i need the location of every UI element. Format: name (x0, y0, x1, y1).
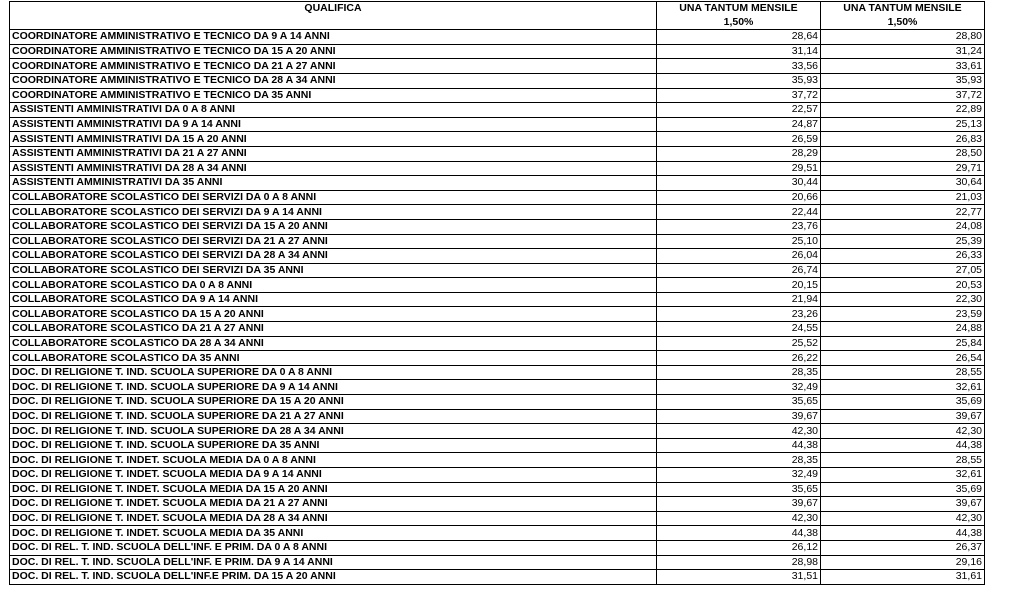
col1-value-cell: 24,87 (657, 117, 821, 132)
table-row (10, 380, 985, 395)
qualifica-cell: COLLABORATORE SCOLASTICO DEI SERVIZI DA 21 A 27 ANNI (10, 234, 657, 249)
qualifica-cell: COLLABORATORE SCOLASTICO DA 15 A 20 ANNI (10, 307, 657, 322)
col1-header: UNA TANTUM MENSILE (657, 2, 821, 16)
qualifica-cell: COLLABORATORE SCOLASTICO DA 21 A 27 ANNI (10, 322, 657, 337)
col1-value-cell: 25,52 (657, 336, 821, 351)
col1-value-cell: 20,15 (657, 278, 821, 293)
col1-value-cell: 31,51 (657, 570, 821, 585)
table-row (10, 30, 985, 45)
table-row (10, 292, 985, 307)
table-row (10, 190, 985, 205)
col2-header: UNA TANTUM MENSILE (821, 2, 985, 16)
table-body (10, 30, 985, 585)
col2-value-cell: 25,84 (821, 336, 985, 351)
qualifica-cell: COORDINATORE AMMINISTRATIVO E TECNICO DA 21 A 27 ANNI (10, 59, 657, 74)
qualifica-cell: ASSISTENTI AMMINISTRATIVI DA 28 A 34 ANNI (10, 161, 657, 176)
col1-value-cell: 28,98 (657, 555, 821, 570)
qualifica-cell: DOC. DI RELIGIONE T. INDET. SCUOLA MEDIA DA 0 A 8 ANNI (10, 453, 657, 468)
col1-value-cell: 32,49 (657, 468, 821, 483)
col2-value-cell: 29,16 (821, 555, 985, 570)
table-row (10, 234, 985, 249)
col1-value-cell: 29,51 (657, 161, 821, 176)
col1-value-cell: 23,26 (657, 307, 821, 322)
col2-value-cell: 29,71 (821, 161, 985, 176)
qualifica-cell: COORDINATORE AMMINISTRATIVO E TECNICO DA 28 A 34 ANNI (10, 73, 657, 88)
table-row (10, 336, 985, 351)
salary-table-document (9, 1, 985, 585)
col2-value-cell: 31,24 (821, 44, 985, 59)
table-row (10, 103, 985, 118)
col2-value-cell: 28,55 (821, 453, 985, 468)
col2-value-cell: 24,08 (821, 219, 985, 234)
table-row (10, 59, 985, 74)
col1-value-cell: 35,65 (657, 482, 821, 497)
col1-value-cell: 28,35 (657, 453, 821, 468)
col1-value-cell: 35,65 (657, 395, 821, 410)
col1-value-cell: 28,29 (657, 146, 821, 161)
table-row (10, 73, 985, 88)
col2-value-cell: 32,61 (821, 380, 985, 395)
qualifica-cell: COLLABORATORE SCOLASTICO DEI SERVIZI DA 28 A 34 ANNI (10, 249, 657, 264)
table-row (10, 278, 985, 293)
col1-value-cell: 31,14 (657, 44, 821, 59)
col1-value-cell: 30,44 (657, 176, 821, 191)
col1-value-cell: 28,64 (657, 30, 821, 45)
qualifica-cell: DOC. DI RELIGIONE T. IND. SCUOLA SUPERIORE DA 35 ANNI (10, 438, 657, 453)
col1-value-cell: 35,93 (657, 73, 821, 88)
col2-value-cell: 44,38 (821, 526, 985, 541)
col2-value-cell: 27,05 (821, 263, 985, 278)
qualifica-cell: ASSISTENTI AMMINISTRATIVI DA 21 A 27 ANNI (10, 146, 657, 161)
qualifica-cell: ASSISTENTI AMMINISTRATIVI DA 35 ANNI (10, 176, 657, 191)
col2-value-cell: 22,30 (821, 292, 985, 307)
col1-value-cell: 26,74 (657, 263, 821, 278)
qualifica-cell: DOC. DI REL. T. IND. SCUOLA DELL'INF. E PRIM. DA 0 A 8 ANNI (10, 540, 657, 555)
col2-value-cell: 25,39 (821, 234, 985, 249)
col1-value-cell: 28,35 (657, 365, 821, 380)
col1-value-cell: 24,55 (657, 322, 821, 337)
table-row (10, 322, 985, 337)
qualifica-cell: COLLABORATORE SCOLASTICO DEI SERVIZI DA 15 A 20 ANNI (10, 219, 657, 234)
col2-subheader: 1,50% (821, 16, 985, 30)
col2-value-cell: 42,30 (821, 424, 985, 439)
col2-value-cell: 22,77 (821, 205, 985, 220)
header-row (10, 2, 985, 16)
table-row (10, 511, 985, 526)
qualifica-cell: ASSISTENTI AMMINISTRATIVI DA 9 A 14 ANNI (10, 117, 657, 132)
col2-value-cell: 28,80 (821, 30, 985, 45)
table-row (10, 438, 985, 453)
table-row (10, 263, 985, 278)
col1-value-cell: 26,22 (657, 351, 821, 366)
col2-value-cell: 26,33 (821, 249, 985, 264)
col1-value-cell: 23,76 (657, 219, 821, 234)
table-row (10, 161, 985, 176)
col1-value-cell: 42,30 (657, 424, 821, 439)
col2-value-cell: 26,83 (821, 132, 985, 147)
col1-value-cell: 39,67 (657, 497, 821, 512)
col1-value-cell: 42,30 (657, 511, 821, 526)
col2-value-cell: 37,72 (821, 88, 985, 103)
col1-value-cell: 26,04 (657, 249, 821, 264)
qualifica-cell: COLLABORATORE SCOLASTICO DEI SERVIZI DA 35 ANNI (10, 263, 657, 278)
qualifica-cell: DOC. DI REL. T. IND. SCUOLA DELL'INF. E PRIM. DA 9 A 14 ANNI (10, 555, 657, 570)
table-row (10, 409, 985, 424)
col2-value-cell: 23,59 (821, 307, 985, 322)
table-row (10, 205, 985, 220)
qualifica-cell: COLLABORATORE SCOLASTICO DA 0 A 8 ANNI (10, 278, 657, 293)
table-row (10, 497, 985, 512)
col2-value-cell: 21,03 (821, 190, 985, 205)
qualifica-cell: COORDINATORE AMMINISTRATIVO E TECNICO DA 9 A 14 ANNI (10, 30, 657, 45)
table-row (10, 132, 985, 147)
col2-value-cell: 39,67 (821, 497, 985, 512)
qualifica-cell: DOC. DI RELIGIONE T. INDET. SCUOLA MEDIA DA 35 ANNI (10, 526, 657, 541)
col1-subheader: 1,50% (657, 16, 821, 30)
col2-value-cell: 28,50 (821, 146, 985, 161)
col1-value-cell: 39,67 (657, 409, 821, 424)
col1-value-cell: 22,57 (657, 103, 821, 118)
col2-value-cell: 25,13 (821, 117, 985, 132)
qualifica-cell: DOC. DI REL. T. IND. SCUOLA DELL'INF.E PRIM. DA 15 A 20 ANNI (10, 570, 657, 585)
table-row (10, 424, 985, 439)
qualifica-cell: ASSISTENTI AMMINISTRATIVI DA 0 A 8 ANNI (10, 103, 657, 118)
col1-value-cell: 37,72 (657, 88, 821, 103)
qualifica-cell: DOC. DI RELIGIONE T. INDET. SCUOLA MEDIA DA 9 A 14 ANNI (10, 468, 657, 483)
table-row (10, 117, 985, 132)
col2-value-cell: 32,61 (821, 468, 985, 483)
col2-value-cell: 26,37 (821, 540, 985, 555)
col2-value-cell: 31,61 (821, 570, 985, 585)
qualifica-cell: DOC. DI RELIGIONE T. IND. SCUOLA SUPERIORE DA 0 A 8 ANNI (10, 365, 657, 380)
col1-value-cell: 26,12 (657, 540, 821, 555)
col2-value-cell: 20,53 (821, 278, 985, 293)
table-row (10, 468, 985, 483)
qualifica-cell: DOC. DI RELIGIONE T. IND. SCUOLA SUPERIORE DA 28 A 34 ANNI (10, 424, 657, 439)
col1-value-cell: 32,49 (657, 380, 821, 395)
col2-value-cell: 33,61 (821, 59, 985, 74)
col1-value-cell: 20,66 (657, 190, 821, 205)
table-row (10, 395, 985, 410)
col1-value-cell: 21,94 (657, 292, 821, 307)
table-row (10, 307, 985, 322)
qualifica-cell: COLLABORATORE SCOLASTICO DA 35 ANNI (10, 351, 657, 366)
col2-value-cell: 28,55 (821, 365, 985, 380)
col2-value-cell: 39,67 (821, 409, 985, 424)
table-row (10, 570, 985, 585)
qualifica-cell: COLLABORATORE SCOLASTICO DEI SERVIZI DA 9 A 14 ANNI (10, 205, 657, 220)
table-row (10, 526, 985, 541)
table-row (10, 219, 985, 234)
col2-value-cell: 26,54 (821, 351, 985, 366)
qualifica-cell: DOC. DI RELIGIONE T. IND. SCUOLA SUPERIORE DA 21 A 27 ANNI (10, 409, 657, 424)
col2-value-cell: 44,38 (821, 438, 985, 453)
col2-value-cell: 35,93 (821, 73, 985, 88)
col1-value-cell: 44,38 (657, 526, 821, 541)
qualifica-header: QUALIFICA (10, 2, 657, 30)
table-row (10, 482, 985, 497)
qualifica-cell: DOC. DI RELIGIONE T. INDET. SCUOLA MEDIA DA 28 A 34 ANNI (10, 511, 657, 526)
table-row (10, 176, 985, 191)
col2-value-cell: 22,89 (821, 103, 985, 118)
qualifica-cell: DOC. DI RELIGIONE T. IND. SCUOLA SUPERIORE DA 15 A 20 ANNI (10, 395, 657, 410)
col2-value-cell: 30,64 (821, 176, 985, 191)
qualifica-cell: COLLABORATORE SCOLASTICO DA 28 A 34 ANNI (10, 336, 657, 351)
qualifica-cell: DOC. DI RELIGIONE T. IND. SCUOLA SUPERIORE DA 9 A 14 ANNI (10, 380, 657, 395)
table-row (10, 146, 985, 161)
qualifica-cell: DOC. DI RELIGIONE T. INDET. SCUOLA MEDIA DA 15 A 20 ANNI (10, 482, 657, 497)
qualifica-cell: COLLABORATORE SCOLASTICO DA 9 A 14 ANNI (10, 292, 657, 307)
table-row (10, 351, 985, 366)
table-header (10, 2, 985, 30)
col2-value-cell: 35,69 (821, 395, 985, 410)
col1-value-cell: 25,10 (657, 234, 821, 249)
col1-value-cell: 22,44 (657, 205, 821, 220)
qualifica-cell: COLLABORATORE SCOLASTICO DEI SERVIZI DA 0 A 8 ANNI (10, 190, 657, 205)
table-row (10, 365, 985, 380)
table-row (10, 453, 985, 468)
col2-value-cell: 35,69 (821, 482, 985, 497)
col1-value-cell: 44,38 (657, 438, 821, 453)
qualifica-cell: COORDINATORE AMMINISTRATIVO E TECNICO DA 15 A 20 ANNI (10, 44, 657, 59)
table-row (10, 88, 985, 103)
qualifica-cell: DOC. DI RELIGIONE T. INDET. SCUOLA MEDIA DA 21 A 27 ANNI (10, 497, 657, 512)
table-row (10, 555, 985, 570)
table-row (10, 44, 985, 59)
una-tantum-table (9, 1, 985, 585)
table-row (10, 540, 985, 555)
col1-value-cell: 33,56 (657, 59, 821, 74)
qualifica-cell: COORDINATORE AMMINISTRATIVO E TECNICO DA 35 ANNI (10, 88, 657, 103)
table-row (10, 249, 985, 264)
col2-value-cell: 42,30 (821, 511, 985, 526)
qualifica-cell: ASSISTENTI AMMINISTRATIVI DA 15 A 20 ANNI (10, 132, 657, 147)
col2-value-cell: 24,88 (821, 322, 985, 337)
col1-value-cell: 26,59 (657, 132, 821, 147)
